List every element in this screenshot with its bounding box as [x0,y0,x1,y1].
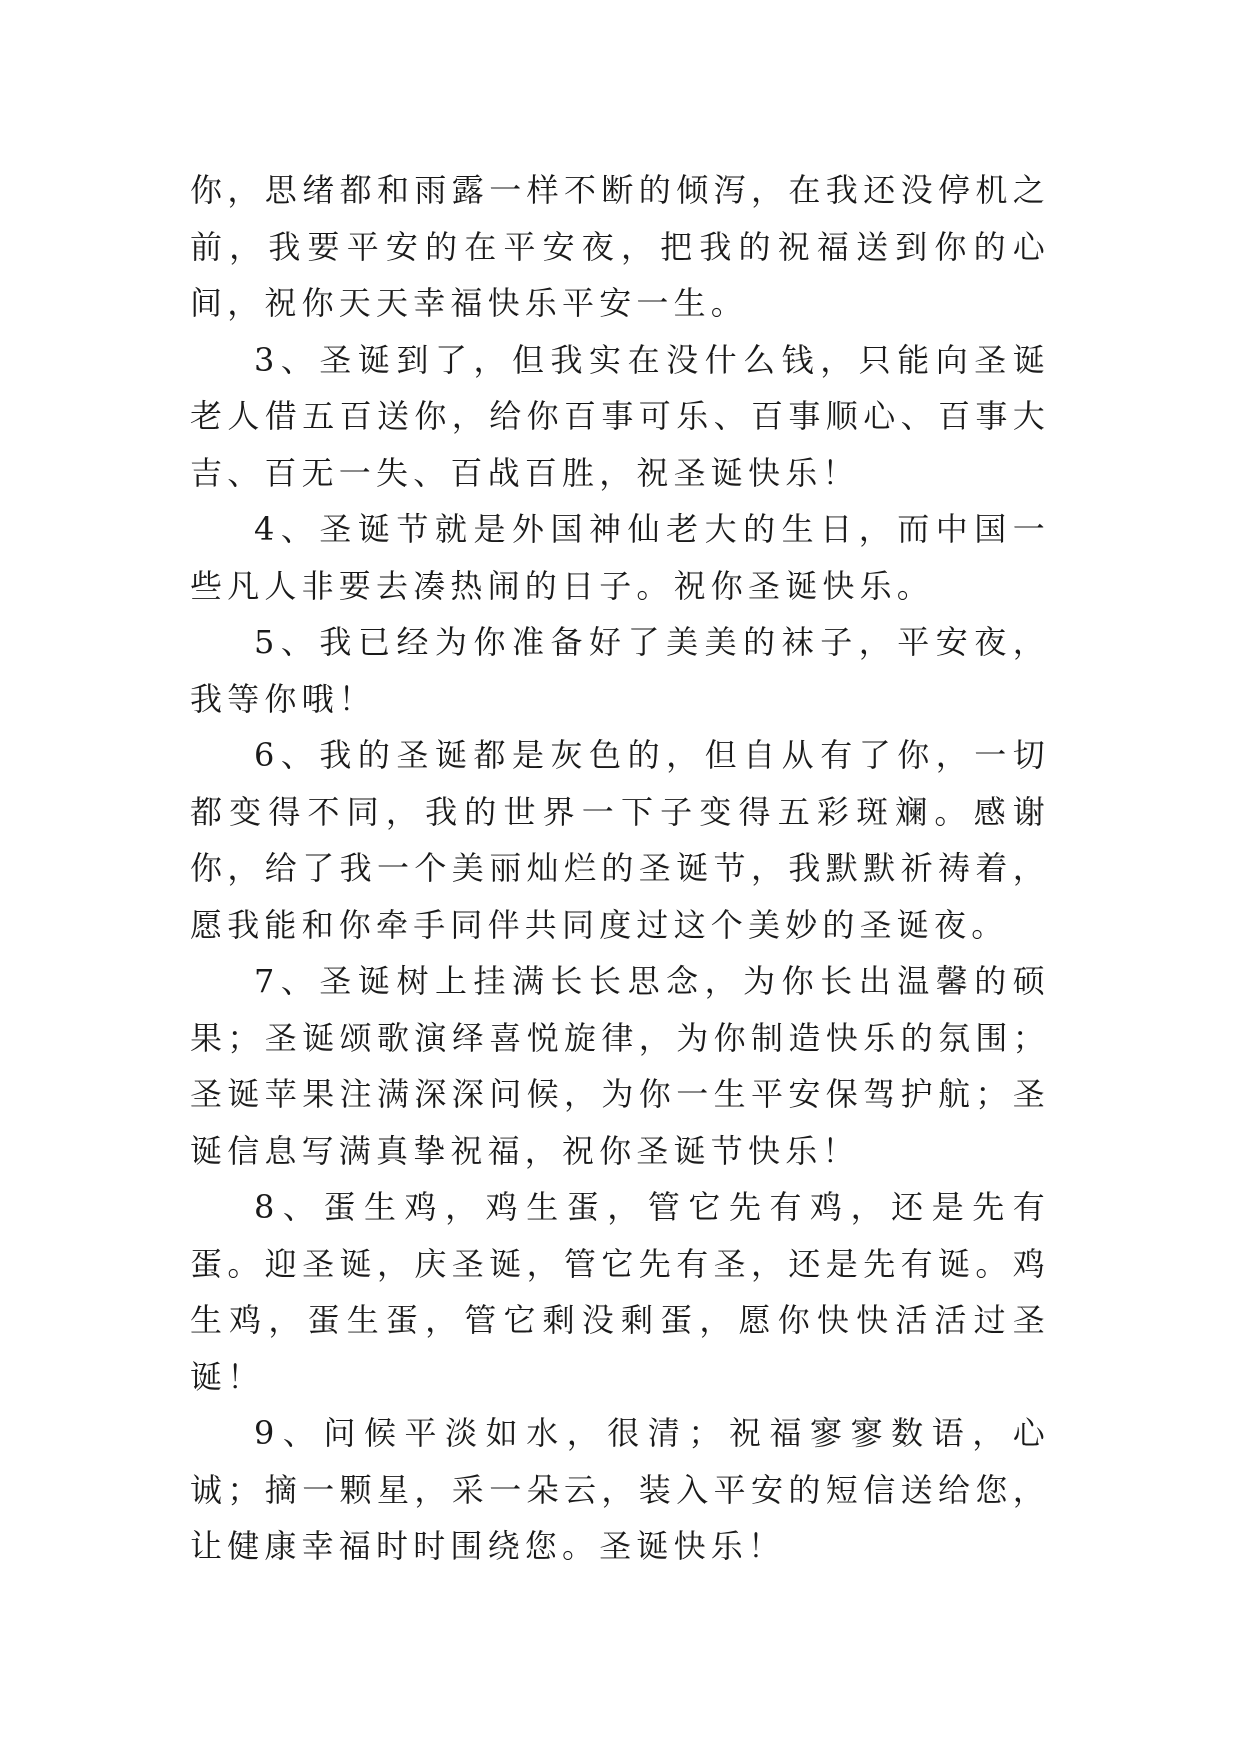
paragraph-item-5: 5、我已经为你准备好了美美的袜子，平安夜，我等你哦！ [190,623,1050,718]
paragraph-item-9: 9、问候平淡如水，很清；祝福寥寥数语，心诚；摘一颗星，采一朵云，装入平安的短信送给您，让健康幸福时时围绕您。圣诞快乐！ [190,1414,1050,1565]
paragraph-item-3: 3、圣诞到了，但我实在没什么钱，只能向圣诞老人借五百送你，给你百事可乐、百事顺心、百事大吉、百无一失、百战百胜，祝圣诞快乐！ [190,340,1050,492]
paragraph-item-8: 8、蛋生鸡，鸡生蛋，管它先有鸡，还是先有蛋。迎圣诞，庆圣诞，管它先有圣，还是先有诞。鸡生鸡，蛋生蛋，管它剩没剩蛋，愿你快快活活过圣诞！ [190,1188,1050,1396]
paragraph-item-7: 7、圣诞树上挂满长长思念，为你长出温馨的硕果；圣诞颂歌演绎喜悦旋律，为你制造快乐的氛围；圣诞苹果注满深深问候，为你一生平安保驾护航；圣诞信息写满真挚祝福，祝你圣诞节快乐！ [190,962,1050,1170]
paragraph-item-6: 6、我的圣诞都是灰色的，但自从有了你，一切都变得不同，我的世界一下子变得五彩斑斓。感谢你，给了我一个美丽灿烂的圣诞节，我默默祈祷着，愿我能和你牵手同伴共同度过这个美妙的圣诞夜。 [190,736,1050,944]
paragraph-continuation: 你，思绪都和雨露一样不断的倾泻，在我还没停机之前，我要平安的在平安夜，把我的祝福送到你的心间，祝你天天幸福快乐平安一生。 [190,171,1050,322]
document-body [190,162,1050,1575]
paragraph-item-4: 4、圣诞节就是外国神仙老大的生日，而中国一些凡人非要去凑热闹的日子。祝你圣诞快乐。 [190,510,1050,605]
